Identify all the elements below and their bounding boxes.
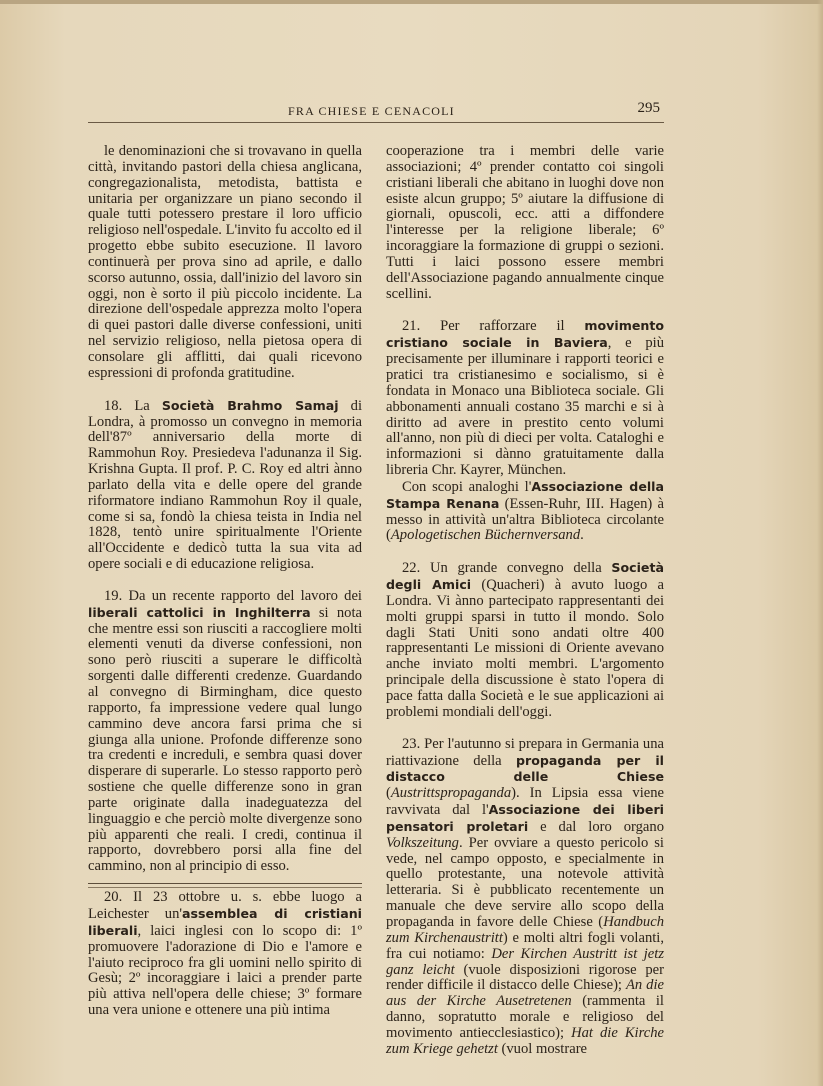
paragraph-18-bold: Società Brahmo Samaj: [161, 397, 339, 413]
paragraph-23: [386, 737, 664, 1058]
paragraph-18-text-b: di Londra, à promosso un convegno in memoria dell'87º anniversario della morte di Rammohun Roy. Presiedeva l'adunanza il Sig. Krishna Gupta. Il prof. P. C. Roy ed altri ànno parlato della vita e delle opere del grande riformatore indiano Rammohun Roy il quale, come si sa, fondò la chiesa teista in India nel 1828, tentò unire spiritualmente l'Oriente all'Occidente e dedicò tutta la sua vita ad opere sociali e di educazione religiosa.: [88, 397, 363, 573]
running-head: FRA CHIESE E CENACOLI: [288, 104, 455, 118]
paragraph-21c-italic: Apologetischen Büchernversand: [390, 527, 581, 544]
paragraph-23-text-f: ) e molti altri fogli volanti, fra cui notiamo:: [386, 929, 664, 962]
paragraph-19: [88, 589, 362, 875]
paragraph-20: [88, 890, 362, 1019]
paragraph-23-bold-1: propaganda per il distacco delle Chiese: [386, 752, 664, 785]
paragraph-18-text-a: 18. La: [104, 397, 162, 414]
paragraph-21-text-b: , e più precisamente per illuminare i rapporti teorici e pratici tra cristianesimo e socialismo, si è fondata in Monaco una Biblioteca sociale. Gli abbonamenti annuali costano 35 marchi e si à diritto ad avere in prestito cento volumi all'anno, non più di dieci per volta. Cataloghi e informazioni si dànno gratuitamente dalla libreria Chr. Kayrer, München.: [386, 335, 664, 479]
paragraph-22: [386, 560, 664, 720]
paragraph-22-text-a: 22. Un grande convegno della: [402, 560, 612, 577]
paragraph-21c-bold: Associazione della Stampa Renana: [386, 478, 664, 511]
paragraph-23-text-d: e dal loro organo: [528, 818, 664, 835]
paragraph-23-text-b: (: [386, 785, 391, 802]
paragraph-22-text-b: (Quacheri) à avuto luogo a Londra. Vi ànno partecipato rappresentanti dei molti gruppi sparsi in tutto il mondo. Solo dagli Stati Uniti sono andati oltre 400 rappresentanti Le missioni di Oriente avevano anche inviato molti membri. L'argomento principale della discussione è stato l'opera di pace fatta dalla Società e le sue applicazioni ai problemi mondiali dell'oggi.: [386, 577, 664, 720]
paragraph-21-text-a: 21. Per rafforzare il: [402, 318, 585, 335]
paragraph-23-text-e: . Per ovviare a questo pericolo si vede, nel campo opposto, e specialmente in quello protestante, una notevole attività letteraria. Si è pubblicato recentemente un manuale che deve servire allo scopo della propaganda in favore delle Chiese (: [386, 834, 664, 930]
paragraph-23-bold-2: Associazione dei liberi pensatori proletari: [386, 802, 665, 834]
paragraph-20-bold: assemblea di cristiani liberali: [88, 905, 362, 938]
page-header: [88, 100, 664, 123]
page-right-edge: [817, 0, 823, 1086]
paragraph-21c-text-b: (Essen-Ruhr, III. Hagen) à messo in attività un'altra Biblioteca circolante (: [386, 495, 665, 544]
page-number: 295: [637, 100, 660, 116]
paragraph-23-italic-3: Handbuch zum Kirchenaustritt: [386, 913, 664, 946]
paragraph-21: [386, 318, 664, 478]
paragraph-21-bold: movimento cristiano sociale in Baviera: [386, 318, 664, 351]
paragraph-23-italic-4: Der Kirchen Austritt ist jetz ganz leicht: [386, 945, 664, 978]
page-top-edge: [0, 0, 823, 4]
paragraph-18: [88, 398, 362, 573]
paragraph-21c-text-c: .: [580, 527, 584, 544]
section-divider: [88, 883, 362, 888]
paragraph-21-followup: [386, 479, 664, 544]
paragraph-19-text-a: 19. Da un recente rapporto del lavoro dei: [104, 587, 362, 604]
paragraph-23-italic-1: Austrittspropaganda: [390, 785, 512, 802]
paragraph-23-italic-2: Volkszeitung: [386, 834, 459, 851]
paragraph-23-italic-6: Hat die Kirche zum Kriege gehetzt: [386, 1024, 664, 1057]
paragraph-20-text-a: 20. Il 23 ottobre u. s. ebbe luogo a Leichester un': [88, 889, 362, 922]
paragraph-21c-text-a: Con scopi analoghi l': [402, 478, 532, 495]
paragraph-23-text-h: (rammenta il danno, sopratutto morale e religioso del movimento antiecclesiastico);: [386, 993, 664, 1041]
paragraph-23-text-c: ). In Lipsia essa viene ravvivata dal l': [386, 785, 664, 819]
paragraph-19-bold: liberali cattolici in Inghilterra: [88, 604, 311, 620]
paragraph-19-text-b: si nota che mentre essi son riusciti a raccogliere molti elementi venuti da diverse confessioni, non sono però riusciti a superare le difficoltà sorgenti dalle differenti credenze. Guardando al convegno di Birmingham, dice questo rapporto, fa impressione vedere qual lungo cammino deve ancora farsi prima che si giunga alla unione. Profonde differenze sono tra credenti e increduli, e sembra quasi dover disperare di superarle. Lo stesso rapporto però sostiene che quelle differenze sono in gran parte originate dalla inadeguatezza del linguaggio e che perciò molte divergenze sono più apparenti che reali. I credi, continua il rapporto, dovrebbero porsi alla fine del cammino, non al principio di esso.: [88, 604, 362, 875]
left-column: [88, 144, 362, 1019]
paragraph-23-text-a: 23. Per l'autunno si prepara in Germania una riattivazione della: [386, 735, 664, 769]
paragraph-20-text-b: , laici inglesi con lo scopo di: 1º promuovere l'adorazione di Dio e l'amore e l'aiuto reciproco fra gli uomini nello spirito di Gesù; 2º incoraggiare i laici a prender parte più attiva nell'opera delle chiese; 3º formare una vera unione e ottenere una più intima: [88, 922, 362, 1019]
paragraph-23-text-g: (vuole disposizioni rigorose per render difficile il distacco delle Chiese);: [386, 961, 664, 994]
paragraph-20-continuation: cooperazione tra i membri delle varie associazioni; 4º prender contatto coi singoli cristiani liberali che abitano in luoghi dove non esiste alcun gruppo; 5º aiutare la diffusione di giornali, opuscoli, ecc. atti a diffondere l'interesse per la religione liberale; 6º incoraggiare la formazione di gruppi o sezioni. Tutti i laici possono essere membri dell'Associazione pagando annualmente cinque scellini.: [386, 143, 664, 302]
paragraph-23-text-i: (vuol mostrare: [497, 1040, 588, 1057]
paragraph-23-italic-5: An die aus der Kirche Ausetretenen: [386, 977, 664, 1010]
right-column: [386, 144, 664, 1058]
paragraph-22-bold: Società degli Amici: [386, 560, 664, 593]
paragraph-17-continuation: le denominazioni che si trovavano in quella città, invitando pastori della chiesa anglicana, congregazionalista, metodista, battista e unitaria per organizzare un piano secondo il quale tutti potessero prestare il loro ufficio religioso nell'ospedale. L'invito fu accolto ed il progetto ebbe subito esecuzione. Il lavoro continuerà per prova sino ad aprile, e dallo scorso autunno, ossia, dall'inizio del lavoro sin oggi, non è sorto il più piccolo incidente. La direzione dell'ospedale apprezza molto l'opera di quei pastori dalle diverse confessioni, uniti nel servizio religioso, nella pietosa opera di consolare gli afflitti, dai quali ricevono espressioni di profonda gratitudine.: [88, 143, 362, 381]
